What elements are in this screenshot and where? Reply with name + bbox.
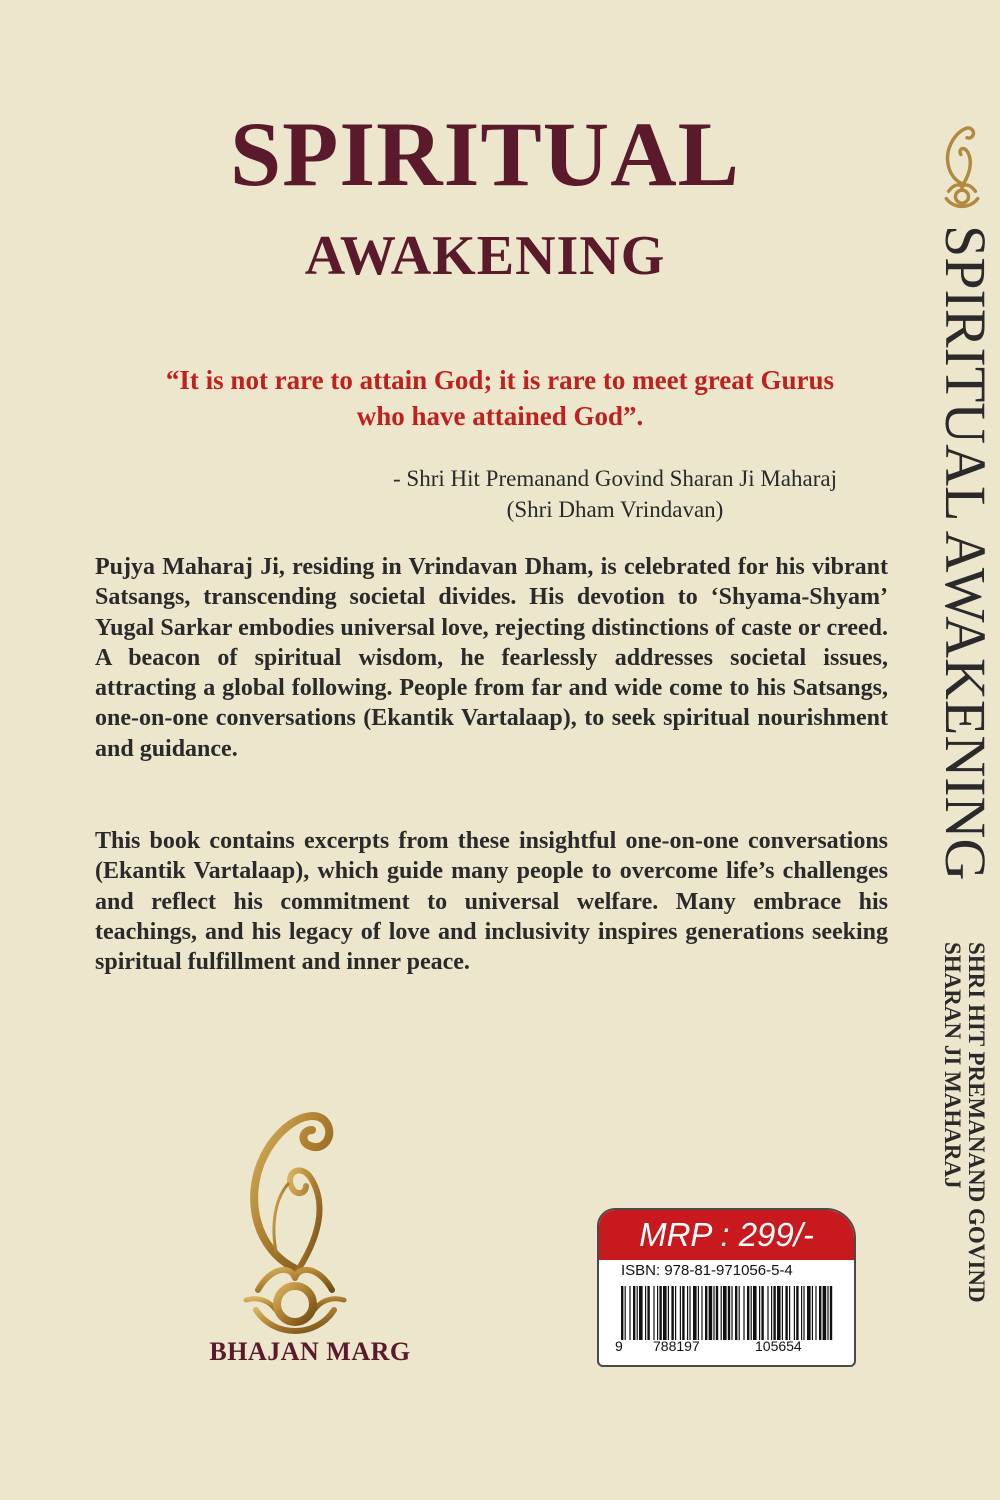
barcode-bar: [767, 1286, 768, 1340]
paisley-lotus-icon: [938, 120, 986, 212]
barcode-bar: [771, 1286, 772, 1340]
barcode-bar: [701, 1286, 702, 1340]
cover-title: SPIRITUAL: [229, 103, 740, 205]
publisher-name: BHAJAN MARG: [209, 1337, 411, 1366]
barcode-bar: [819, 1286, 821, 1340]
barcode-bar: [653, 1286, 654, 1340]
price-barcode-tag: [597, 1208, 856, 1367]
barcode-bar: [705, 1286, 707, 1340]
attribution-author: - Shri Hit Premanand Govind Sharan Ji Maharaj: [393, 466, 837, 491]
guru-quote: [96, 362, 904, 434]
barcode-bar: [698, 1286, 699, 1340]
barcode-bar: [739, 1286, 740, 1340]
barcode-bar: [789, 1286, 790, 1340]
barcode-bar: [773, 1286, 775, 1340]
quote-line: who have attained God”.: [356, 401, 644, 431]
barcode-bar: [709, 1286, 713, 1340]
barcode-bar: [647, 1286, 649, 1340]
barcode-bar: [751, 1286, 752, 1340]
barcode-bar: [731, 1286, 732, 1340]
barcode-bar: [807, 1286, 811, 1340]
spine-author-line: SHRI HIT PREMANAND GOVIND: [964, 942, 989, 1303]
barcode-digit-first: 9: [615, 1338, 623, 1354]
cover-subtitle: AWAKENING: [304, 225, 666, 287]
spine-author: [940, 942, 988, 1303]
barcode-bar: [728, 1286, 730, 1340]
barcode-bar: [682, 1286, 684, 1340]
barcode-bar: [671, 1286, 673, 1340]
barcode-bar: [830, 1286, 832, 1340]
barcode-bar: [721, 1286, 722, 1340]
barcode-bar: [659, 1286, 661, 1340]
barcode-bar: [723, 1286, 727, 1340]
barcode-bar: [785, 1286, 787, 1340]
barcode-bar: [759, 1286, 760, 1340]
barcode-bar: [735, 1286, 737, 1340]
barcode-bar: [629, 1286, 630, 1340]
paisley-lotus-icon: [240, 1100, 350, 1340]
barcode-digits-right: 105654: [755, 1338, 802, 1354]
barcode-bar: [716, 1286, 718, 1340]
barcode-bar: [687, 1286, 688, 1340]
barcode-bar: [663, 1286, 667, 1340]
quote-line: “It is not rare to attain God; it is rare to meet great Gurus: [165, 365, 835, 395]
barcode-bar: [753, 1286, 757, 1340]
barcode-bar: [693, 1286, 697, 1340]
barcode-bar: [747, 1286, 749, 1340]
barcode-bar: [794, 1286, 795, 1340]
spine-author-line: SHARAN JI MAHARAJ: [940, 942, 965, 1189]
barcode-bar: [761, 1286, 763, 1340]
spine-title: SPIRITUAL AWAKENING: [933, 225, 998, 881]
barcode-digits-left: 788197: [653, 1338, 700, 1354]
book-spine: [930, 100, 1000, 1430]
quote-attribution: [290, 463, 940, 525]
barcode-bar: [639, 1286, 643, 1340]
barcode-bar: [645, 1286, 646, 1340]
barcode-bar: [796, 1286, 798, 1340]
barcode-bar: [689, 1286, 690, 1340]
description-paragraph: This book contains excerpts from these insightful one-on-one conversations (Ekantik Vartalaap), which guide many people to overcome life’s challenges and reflect his commitment to universal welfare. Many embrace his teachings, and his legacy of love and inclusivity inspires generations seeking spiritual fulfillment and inner peace.: [95, 828, 888, 976]
barcode-bar: [680, 1286, 681, 1340]
barcode-bar: [621, 1286, 623, 1340]
isbn-number: ISBN: 978-81-971056-5-4: [621, 1262, 793, 1279]
barcode-bar: [815, 1286, 816, 1340]
barcode-bar: [827, 1286, 828, 1340]
description-paragraph: Pujya Maharaj Ji, residing in Vrindavan Dham, is celebrated for his vibrant Satsangs, transcending societal divides. His devotion to ‘Shyama-Shyam’ Yugal Sarkar embodies universal love, rejecting distinctions of caste or creed. A beacon of spiritual wisdom, he fearlessly addresses societal issues, attracting a global following. People from far and wide come to his Satsangs, one-on-one conversations (Ekantik Vartalaap), to seek spiritual nourishment and guidance.: [95, 554, 888, 762]
barcode-bar: [625, 1286, 626, 1340]
attribution-place: (Shri Dham Vrindavan): [506, 497, 724, 522]
barcode-bar: [657, 1286, 658, 1340]
barcode: [619, 1286, 835, 1340]
barcode-bar: [633, 1286, 635, 1340]
barcode-bar: [812, 1286, 813, 1340]
barcode-bar: [713, 1286, 714, 1340]
barcode-bar: [782, 1286, 783, 1340]
barcode-bar: [803, 1286, 804, 1340]
mrp-label: MRP : 299/-: [599, 1210, 854, 1260]
barcode-bar: [637, 1286, 638, 1340]
barcode-bar: [675, 1286, 676, 1340]
barcode-bar: [668, 1286, 669, 1340]
barcode-bar: [777, 1286, 781, 1340]
barcode-bar: [823, 1286, 827, 1340]
barcode-bar: [743, 1286, 744, 1340]
barcode-bar: [801, 1286, 802, 1340]
